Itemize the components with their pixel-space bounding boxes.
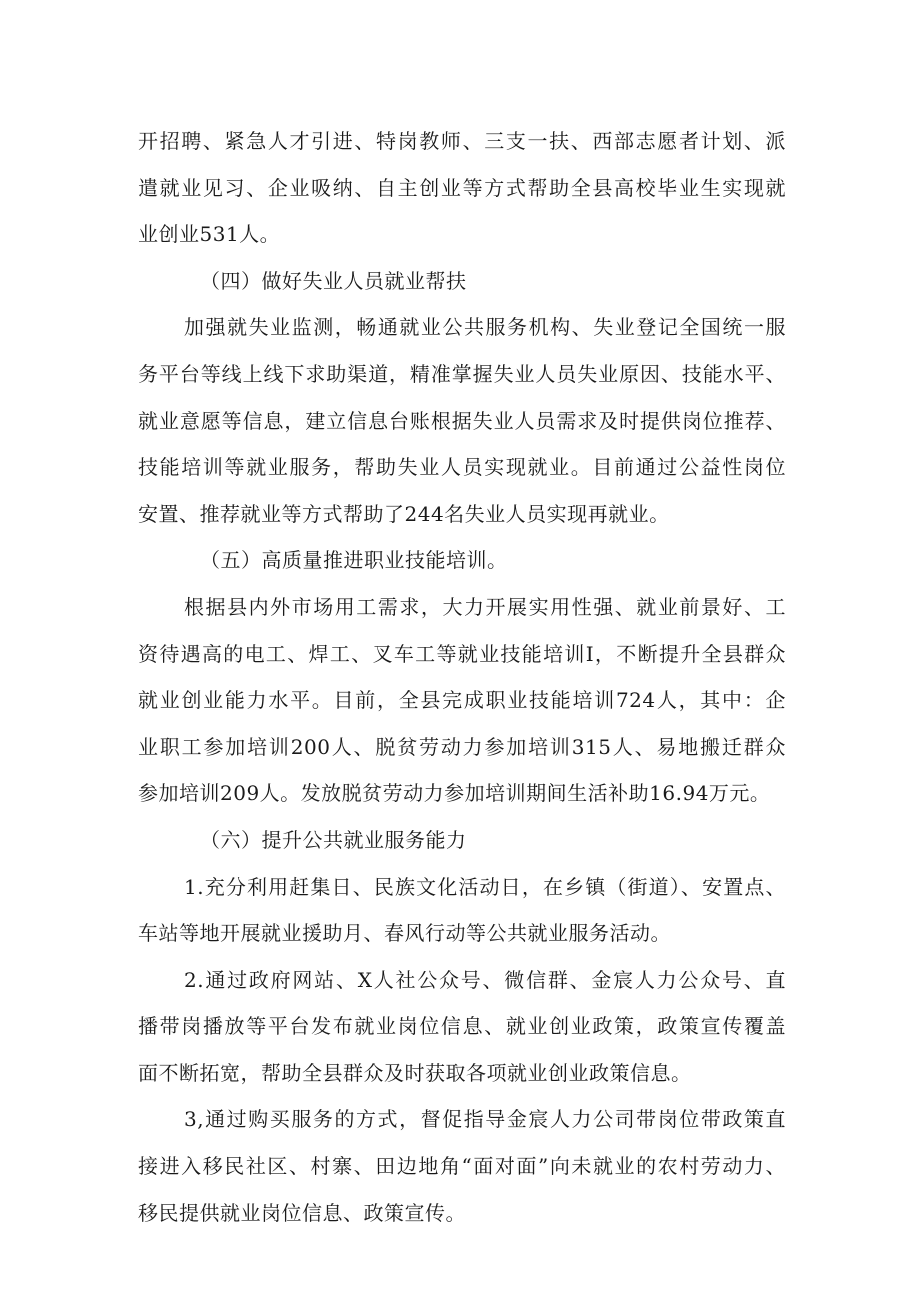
- body-text-line: 车站等地开展就业援助月、春风行动等公共就业服务活动。: [138, 921, 671, 946]
- body-text-line: 安置、推荐就业等方式帮助了244名失业人员实现再就业。: [138, 501, 670, 526]
- body-text-line: 移民提供就业岗位信息、政策宣传。: [138, 1200, 466, 1225]
- body-text-line: 就业意愿等信息，建立信息台账根据失业人员需求及时提供岗位推荐、: [138, 408, 786, 433]
- body-text-line: 播带岗播放等平台发布就业岗位信息、就业创业政策，政策宣传覆盖: [138, 1014, 786, 1039]
- section-heading: （六）提升公共就业服务能力: [200, 827, 467, 852]
- document-page: [138, 118, 786, 1236]
- body-text-line: 务平台等线上线下求助渠道，精准掌握失业人员失业原因、技能水平、: [138, 361, 786, 386]
- paragraph-first-line: 2.通过政府网站、X人社公众号、微信群、金宸人力公众号、直: [184, 967, 786, 992]
- section-heading: （五）高质量推进职业技能培训。: [200, 548, 508, 573]
- body-text-line: 参加培训209人。发放脱贫劳动力参加培训期间生活补助16.94万元。: [138, 781, 771, 806]
- body-text-line: 技能培训等就业服务，帮助失业人员实现就业。目前通过公益性岗位: [138, 455, 786, 480]
- paragraph-first-line: 1.充分利用赶集日、民族文化活动日，在乡镇（街道）、安置点、: [184, 874, 786, 899]
- body-text-line: 业创业531人。: [138, 222, 281, 247]
- paragraph-first-line: 3,通过购买服务的方式，督促指导金宸人力公司带岗位带政策直: [184, 1107, 786, 1132]
- body-text-line: 就业创业能力水平。目前，全县完成职业技能培训724人，其中：企: [138, 688, 786, 713]
- body-text-line: 面不断拓宽，帮助全县群众及时获取各项就业创业政策信息。: [138, 1060, 692, 1085]
- paragraph-first-line: 加强就失业监测，畅通就业公共服务机构、失业登记全国统一服: [184, 315, 786, 340]
- section-heading: （四）做好失业人员就业帮扶: [200, 268, 467, 293]
- body-text-line: 开招聘、紧急人才引进、特岗教师、三支一扶、西部志愿者计划、派: [138, 129, 786, 153]
- body-text-line: 遣就业见习、企业吸纳、自主创业等方式帮助全县高校毕业生实现就: [138, 175, 786, 200]
- body-text-line: 业职工参加培训200人、脱贫劳动力参加培训315人、易地搬迁群众: [138, 734, 786, 759]
- body-text-line: 接进入移民社区、村寨、田边地角“面对面”向未就业的农村劳动力、: [138, 1154, 786, 1179]
- body-text-line: 资待遇高的电工、焊工、叉车工等就业技能培训I，不断提升全县群众: [138, 641, 786, 666]
- paragraph-first-line: 根据县内外市场用工需求，大力开展实用性强、就业前景好、工: [184, 594, 786, 619]
